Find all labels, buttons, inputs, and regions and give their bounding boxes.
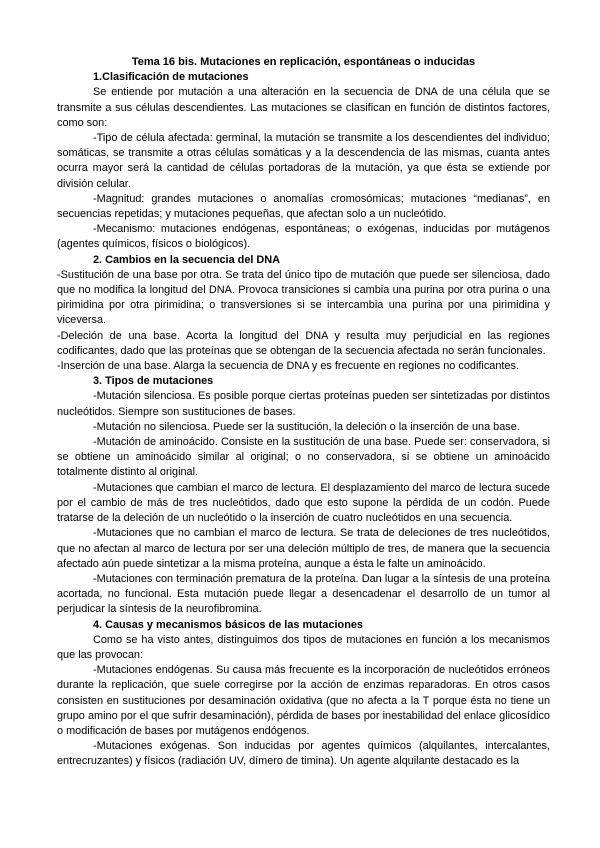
paragraph: -Mutación silenciosa. Es posible porque ciertas proteínas pueden ser sintetizadas por distintos nucleótidos. Siempre son sustituciones de bases. — [57, 390, 550, 418]
paragraph: Como se ha visto antes, distinguimos dos tipos de mutaciones en función a los mecanismos que las provocan: — [57, 633, 550, 661]
paragraph: -Mutación no silenciosa. Puede ser la sustitución, la deleción o la inserción de una base. — [93, 420, 520, 433]
paragraph: -Tipo de célula afectada: germinal, la mutación se transmite a los descendientes del individuo; somáticas, se transmite a otras células somáticas y a la descendencia de las mismas, cuanta antes ocurra mayor será la cantidad de células portadoras de la mutación, ya que ésta se extiende por división celular. — [57, 132, 550, 190]
page-title: Tema 16 bis. Mutaciones en replicación, espontáneas o inducidas — [131, 56, 476, 68]
paragraph: -Mutación de aminoácido. Consiste en la sustitución de una base. Puede ser: conservadora, si se obtiene un aminoácido similar al original; o no conservadora, si se obtiene un aminoácido totalmente distinto al original. — [57, 436, 550, 479]
paragraph: -Magnitud: grandes mutaciones o anomalías cromosómicas; mutaciones “medianas”, en secuencias repetidas; y mutaciones pequeñas, que afectan solo a un nucleótido. — [57, 192, 550, 221]
paragraph: -Mutaciones endógenas. Su causa más frecuente es la incorporación de nucleótidos erróneos durante la replicación, que suele corregirse por la acción de enzimas reparadoras. En otros casos consisten en sustituciones por desaminación oxidativa (que no afecta a la T porque ésta no tiene un grupo amino por el que sufrir desaminación), pérdida de bases por inestabilidad del enlace glicosídico o modificación de bases por mutágenos endógenos. — [57, 664, 550, 737]
paragraph: -Deleción de una base. Acorta la longitud del DNA y resulta muy perjudicial en las regiones codificantes, dado que las proteínas que se obtengan de la secuencia afectada no serán funcionales. — [57, 329, 550, 357]
paragraph: -Sustitución de una base por otra. Se trata del único tipo de mutación que puede ser silenciosa, dado que no modifica la longitud del DNA. Provoca transiciones si cambia una purina por otra purina o una pirimidina por otra pirimidina; o transversiones si se intercambia una purina por una pirimidina y viceversa. — [57, 268, 550, 327]
section-heading: 4. Causas y mecanismos básicos de las mutaciones — [93, 618, 363, 631]
paragraph: -Inserción de una base. Alarga la secuencia de DNA y es frecuente en regiones no codificantes. — [57, 360, 519, 373]
paragraph: Se entiende por mutación a una alteración en la secuencia de DNA de una célula que se transmite a sus células descendientes. Las mutaciones se clasifican en función de distintos factores, como son: — [57, 86, 550, 129]
paragraph: -Mutaciones que cambian el marco de lectura. El desplazamiento del marco de lectura sucede por el cambio de más de tres nucleótidos, dado que esto supone la pérdida de un codón. Puede tratarse de la deleción de un nucleótido o la inserción de cuatro nucleótidos en una secuencia. — [57, 481, 550, 525]
paragraph: -Mutaciones que no cambian el marco de lectura. Se trata de deleciones de tres nucleótidos, que no afectan al marco de lectura por ser una deleción múltiplo de tres, de manera que la secuencia afectado aún puede sintetizar a la misma proteína, aunque a ésta le falte un aminoácido. — [57, 527, 550, 570]
paragraph: -Mutaciones con terminación prematura de la proteína. Dan lugar a la síntesis de una proteína acortada, no funcional. Esta mutación puede llegar a desencadenar el desarrollo de un tumor al perjudicar la síntesis de la neurofibromina. — [57, 572, 550, 616]
paragraph: -Mecanismo: mutaciones endógenas, espontáneas; o exógenas, inducidas por mutágenos (agentes químicos, físicos o biológicos). — [57, 223, 550, 251]
paragraph: -Mutaciones exógenas. Son inducidas por agentes químicos (alquilantes, intercalantes, entrecruzantes) y físicos (radiación UV, dímero de timina). Un agente alquilante destacado es la — [57, 740, 550, 768]
section-heading: 3. Tipos de mutaciones — [93, 375, 214, 388]
section-heading: 2. Cambios en la secuencia del DNA — [93, 253, 281, 266]
section-heading: 1.Clasificación de mutaciones — [93, 71, 249, 84]
